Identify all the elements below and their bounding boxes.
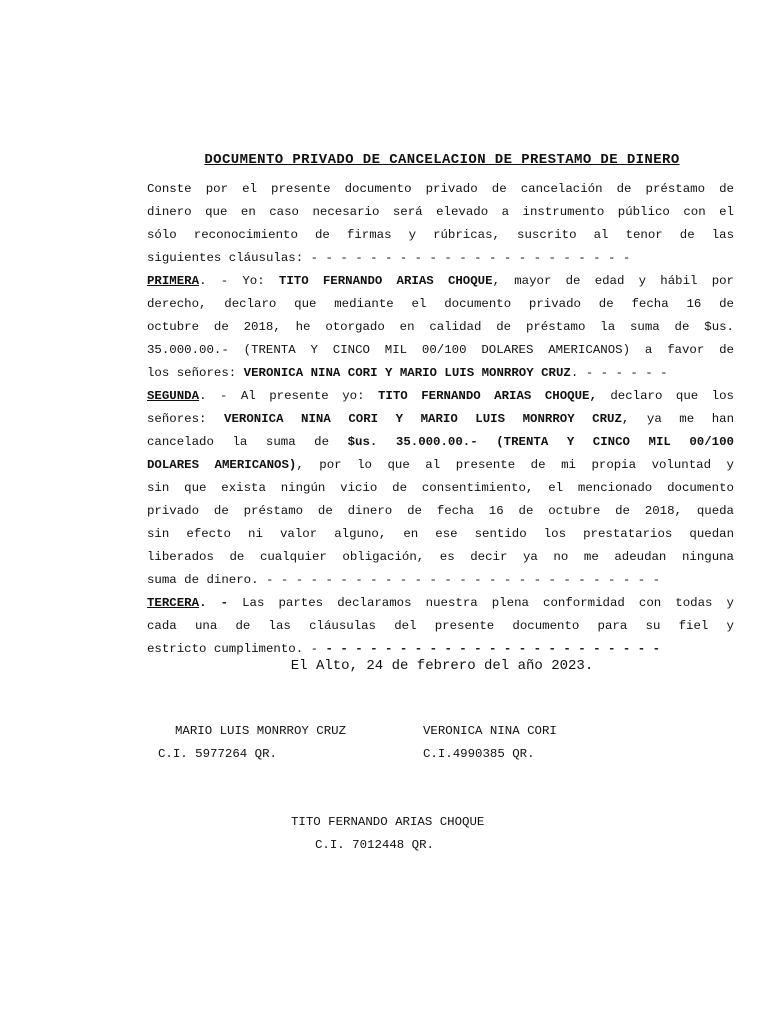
segunda-line-1 <box>147 385 734 408</box>
document-date: El Alto, 24 de febrero del año 2023. <box>290 658 594 674</box>
primera-line-3: octubre de 2018, he otorgado en calidad de préstamo la suma de $us. <box>147 320 734 334</box>
segunda-line-4 <box>147 454 734 477</box>
primera-names: VERONICA NINA CORI Y MARIO LUIS MONRROY CRUZ <box>243 366 571 380</box>
segunda-line-3 <box>147 431 734 454</box>
document-title: DOCUMENTO PRIVADO DE CANCELACION DE PRESTAMO DE DINERO <box>204 152 680 168</box>
tercera-label: TERCERA <box>147 596 200 610</box>
intro-line-1: Conste por el presente documento privado de cancelación de préstamo de <box>147 182 734 196</box>
tercera-text: Las partes declaramos nuestra plena conformidad con todas y <box>242 596 734 610</box>
segunda-line-5: sin que exista ningún vicio de consentimiento, el mencionado documento <box>147 481 734 495</box>
signature-ci-2: C.I.4990385 QR. <box>423 747 535 761</box>
primera-label: PRIMERA <box>147 274 200 288</box>
intro-line-4: siguientes cláusulas: - - - - - - - - - - - - - - - - - - - - - - <box>147 251 631 265</box>
segunda-text: cancelado la suma de <box>147 435 348 449</box>
signature-name-1: MARIO LUIS MONRROY CRUZ <box>175 724 347 738</box>
primera-line-2: derecho, declaro que mediante el documento privado de fecha 16 de <box>147 297 734 311</box>
segunda-text: , ya me han <box>621 412 734 426</box>
segunda-line-9: suma de dinero. - - - - - - - - - - - - - - - - - - - - - - - - - - - <box>147 573 661 587</box>
segunda-text: declaro que los <box>596 389 734 403</box>
segunda-amount: DOLARES AMERICANOS) <box>147 458 297 472</box>
signature-name-3: TITO FERNANDO ARIAS CHOQUE <box>291 815 485 829</box>
tercera-line-2: cada una de las cláusulas del presente documento para su fiel y <box>147 619 734 633</box>
primera-name: TITO FERNANDO ARIAS CHOQUE <box>278 274 493 288</box>
tercera-line-1 <box>147 592 734 615</box>
segunda-name: TITO FERNANDO ARIAS CHOQUE, <box>378 389 597 403</box>
segunda-line-2 <box>147 408 734 431</box>
intro-line-3: sólo reconocimiento de firmas y rúbricas, suscrito al tenor de las <box>147 228 734 242</box>
document-body <box>147 178 734 661</box>
segunda-line-7: sin efecto ni valor alguno, en ese sentido los prestatarios quedan <box>147 527 734 541</box>
tercera-text: . - <box>199 596 243 610</box>
segunda-amount: $us. 35.000.00.- (TRENTA Y CINCO MIL 00/100 <box>347 435 734 449</box>
intro-line-2: dinero que en caso necesario será elevado a instrumento público con el <box>147 205 734 219</box>
primera-line-1 <box>147 270 734 293</box>
signature-name-2: VERONICA NINA CORI <box>423 724 557 738</box>
primera-text: , mayor de edad y hábil por <box>492 274 734 288</box>
tercera-text: estricto cumplimento. - <box>147 642 326 656</box>
segunda-text: señores: <box>147 412 225 426</box>
segunda-text: . - Al presente yo: <box>199 389 378 403</box>
signature-ci-1: C.I. 5977264 QR. <box>158 747 277 761</box>
segunda-label: SEGUNDA <box>147 389 200 403</box>
primera-text: . - - - - - - <box>570 366 668 380</box>
primera-text: los señores: <box>147 366 244 380</box>
signature-ci-3: C.I. 7012448 QR. <box>315 838 434 852</box>
primera-line-5 <box>147 362 734 385</box>
segunda-line-6: privado de préstamo de dinero de fecha 16 de octubre de 2018, queda <box>147 504 734 518</box>
segunda-names: VERONICA NINA CORI Y MARIO LUIS MONRROY CRUZ <box>224 412 622 426</box>
segunda-line-8: liberados de cualquier obligación, es decir ya no me adeudan ninguna <box>147 550 734 564</box>
tercera-dashes: - - - - - - - - - - - - - - - - - - - - - - - <box>325 642 661 656</box>
primera-text: . - Yo: <box>199 274 279 288</box>
primera-line-4: 35.000.00.- (TRENTA Y CINCO MIL 00/100 DOLARES AMERICANOS) a favor de <box>147 343 734 357</box>
segunda-text: , por lo que al presente de mi propia voluntad y <box>296 458 734 472</box>
